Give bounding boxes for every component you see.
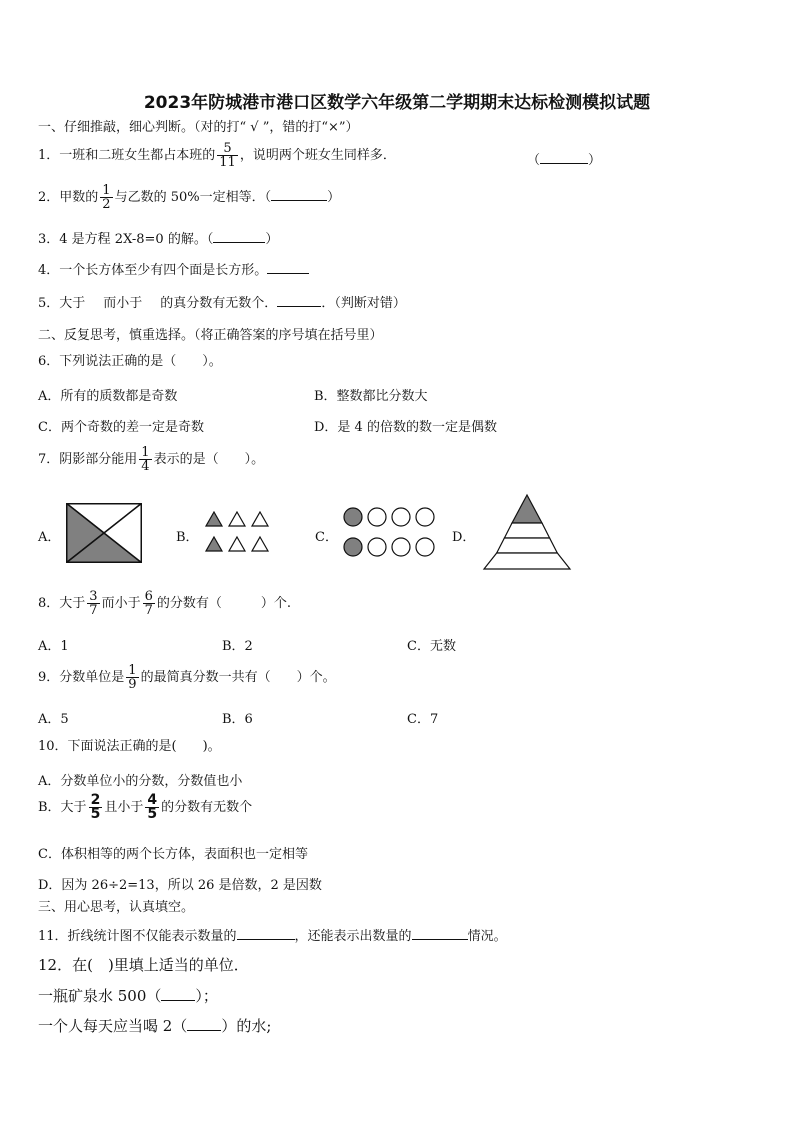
q8-option-b[interactable]: B．2 (222, 639, 253, 654)
q7-option-a[interactable]: A． (38, 530, 61, 545)
question-8: 8．大于 $\frac{3}{7}$ 而小于 $\frac{6}{7}$ 的分数有（ ）个. (38, 589, 291, 618)
q10-option-b[interactable]: B．大于 $\frac{2}{5}$ 且小于 $\frac{4}{5}$ 的分数有无数个 (38, 792, 253, 822)
question-1 (38, 142, 396, 169)
q1-answer[interactable]: （ ） (527, 153, 602, 168)
q7-option-b[interactable]: B． (176, 530, 199, 545)
q6-option-a[interactable]: A．所有的质数都是奇数 (38, 389, 178, 404)
q7-option-c[interactable]: C． (315, 530, 338, 545)
q9-option-b[interactable]: B．6 (222, 712, 253, 727)
q8-fraction-1: $\frac{3}{7}$ (89, 589, 98, 618)
q12-line-2: 一个人每天应当喝 2（ ）的水; (38, 1017, 272, 1035)
q10-fraction-1: $\frac{2}{5}$ (90, 792, 101, 822)
q9-option-a[interactable]: A．5 (38, 712, 69, 727)
q10-option-c[interactable]: C．体积相等的两个长方体，表面积也一定相等 (38, 847, 308, 862)
q12-blank-2[interactable] (187, 1018, 221, 1031)
page-title: 2023年防城港市港口区数学六年级第二学期期末达标检测模拟试题 (143, 93, 651, 113)
q8-option-c[interactable]: C．无数 (407, 639, 456, 654)
question-4: 4．一个长方体至少有四个面是长方形。 (38, 261, 309, 279)
q4-answer-blank[interactable] (267, 261, 309, 274)
q11-blank-2[interactable] (412, 927, 468, 940)
question-10: 10．下面说法正确的是( )。 (38, 739, 221, 754)
q10-option-a[interactable]: A．分数单位小的分数，分数值也小 (38, 774, 243, 789)
q6-option-d[interactable]: D．是 4 的倍数的数一定是偶数 (314, 420, 497, 435)
q7-figure-c-circles (341, 506, 439, 558)
q8-option-a[interactable]: A．1 (38, 639, 69, 654)
q1-text: 1．一班和二班女生都占本班的 (38, 148, 216, 163)
question-3: 3．4 是方程 2X-8=0 的解。（ ） (38, 232, 279, 247)
q7-option-d[interactable]: D． (452, 530, 476, 545)
q10-option-d[interactable]: D．因为 26÷2=13，所以 26 是倍数，2 是因数 (38, 878, 322, 893)
section-3-heading: 三、用心思考，认真填空。 (38, 900, 195, 915)
q9-fraction: $\frac{1}{9}$ (128, 663, 137, 692)
q1-text-post: ，说明两个班女生同样多． (239, 148, 396, 163)
question-6: 6．下列说法正确的是（ ）。 (38, 354, 222, 369)
question-12: 12．在( )里填上适当的单位． (38, 956, 249, 974)
q7-figure-b-triangles (204, 511, 274, 555)
q2-fraction: $\frac{1}{2}$ (102, 183, 111, 212)
q1-fraction: $\frac{5}{11}$ (219, 141, 236, 170)
question-5: 5．大于 而小于 的真分数有无数个． ．（判断对错） (38, 296, 406, 311)
q12-blank-1[interactable] (161, 988, 195, 1001)
q8-fraction-2: $\frac{6}{7}$ (144, 589, 153, 618)
question-9: 9．分数单位是 $\frac{1}{9}$ 的最简真分数一共有（ ）个。 (38, 663, 336, 692)
section-2-heading: 二、反复思考，慎重选择。（将正确答案的序号填在括号里） (38, 328, 383, 343)
q7-figure-d-triangle (482, 493, 572, 571)
q6-option-b[interactable]: B．整数都比分数大 (314, 389, 428, 404)
section-1-heading: 一、仔细推敲，细心判断。（对的打“ √ ”，错的打“×”） (38, 120, 359, 135)
question-2: 2．甲数的 $\frac{1}{2}$ 与乙数的 50%一定相等．（ ） (38, 183, 341, 212)
question-7: 7．阴影部分能用 $\frac{1}{4}$ 表示的是（ ）。 (38, 445, 265, 474)
q10-fraction-2: $\frac{4}{5}$ (147, 792, 158, 822)
q7-figure-a-rectangle (66, 503, 142, 563)
q9-option-c[interactable]: C．7 (407, 712, 439, 727)
q5-answer-blank[interactable] (277, 294, 321, 307)
q7-fraction: $\frac{1}{4}$ (141, 445, 150, 474)
q3-answer-blank[interactable] (213, 230, 265, 243)
q6-option-c[interactable]: C．两个奇数的差一定是奇数 (38, 420, 204, 435)
q11-blank-1[interactable] (237, 927, 295, 940)
q2-answer-blank[interactable] (271, 188, 327, 201)
question-11: 11．折线统计图不仅能表示数量的 ，还能表示出数量的 情况。 (38, 929, 507, 944)
q12-line-1: 一瓶矿泉水 500（ ）； (38, 987, 218, 1005)
